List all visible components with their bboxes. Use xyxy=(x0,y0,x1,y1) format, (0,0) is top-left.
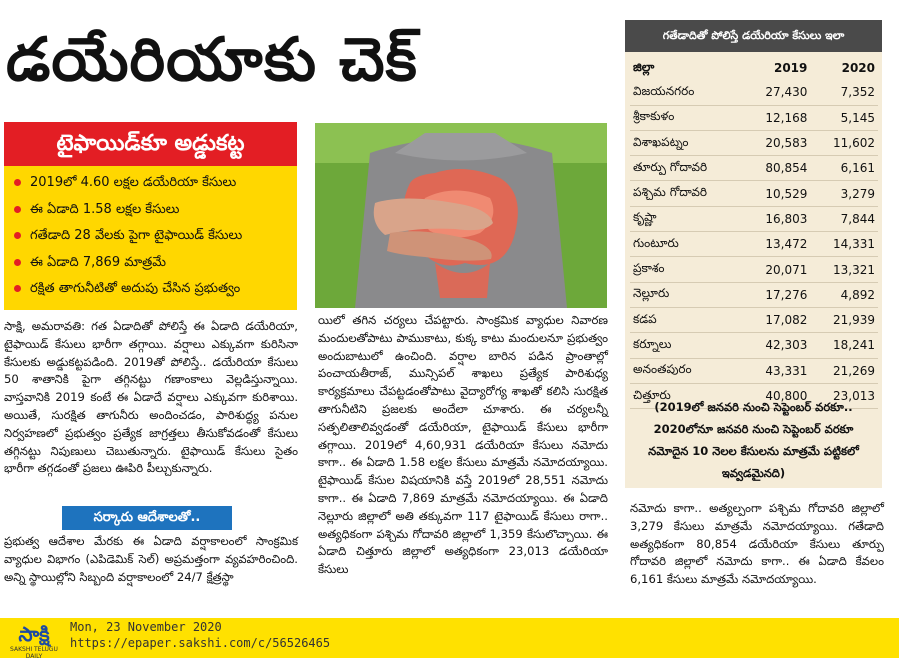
cases-2019-cell: 40,800 xyxy=(743,383,811,408)
table-row xyxy=(630,130,878,155)
sub-headline: టైఫాయిడ్‌కూ అడ్డుకట్ట xyxy=(4,122,297,166)
headline: డయేరియాకు చెక్ xyxy=(6,25,418,95)
highlight-item: ఈ ఏడాది 1.58 లక్షల కేసులు xyxy=(14,197,297,224)
cases-2020-cell: 5,145 xyxy=(810,105,878,130)
article-column-1-continued: ప్రభుత్వ ఆదేశాల మేరకు ఈ ఏడాది వర్షాకాలంలో సాంక్రమిక వ్యాధుల విభాగం (ఎపిడెమిక్ సెల్) అప్రమత్తంగా వ్యవహరించింది. అన్ని స్థాయిల్లోని సిబ్బంది వర్షాకాలంలో 24/7 క్షేత్రస్థా xyxy=(4,534,298,584)
cases-2019-cell: 27,430 xyxy=(743,80,811,105)
highlight-item: ఈ ఏడాది 7,869 మాత్రమే xyxy=(14,250,297,277)
article-column-1: సాక్షి, అమరావతి: గత ఏడాదితో పోలిస్తే ఈ ఏడాది డయేరియా, టైఫాయిడ్ కేసులు భారీగా తగ్గాయి. వర్షాలు ఎక్కువగా కురిసినా కేసులకు అడ్డుకట్టపడింది. 2019తో పోలిస్తే.. డయేరియా కేసులు 50 శాతానికి పైగా తగ్గినట్టు గణాంకాలు వెల్లడిస్తున్నాయి. వాస్తవానికి 2019 కంటే ఈ ఏడాదే వర్షాలు ఎక్కువగా కురిశాయి. అయితే, సురక్షిత తాగునీరు అందించడం, పారిశుద్ధ్య పనుల నిర్వహణలో ప్రభుత్వం ప్రత్యేక జాగ్రత్తలు తీసుకోవడంతో కేసులు తగ్గినట్టు నిపుణులు చెబుతున్నారు. టైఫాయిడ్ కేసులు సైతం భారీగా తగ్గడంతో ప్రజలు ఊపిరి పీల్చుకున్నారు. xyxy=(4,319,298,476)
cases-2020-cell: 18,241 xyxy=(810,333,878,358)
cases-2019-cell: 43,331 xyxy=(743,358,811,383)
cases-2019-cell: 20,583 xyxy=(743,130,811,155)
table-row xyxy=(630,80,878,105)
table-row xyxy=(630,333,878,358)
cases-table xyxy=(630,56,878,409)
table-row xyxy=(630,232,878,257)
table-row xyxy=(630,181,878,206)
table-title: గతేడాదితో పోలిస్తే డయేరియా కేసులు ఇలా xyxy=(625,20,882,52)
district-cell: కర్నూలు xyxy=(630,333,743,358)
cases-2019-cell: 17,082 xyxy=(743,307,811,332)
header-2019: 2019 xyxy=(773,61,808,76)
cases-2019-cell: 13,472 xyxy=(743,232,811,257)
cases-2019-cell: 42,303 xyxy=(743,333,811,358)
cases-2020-cell: 3,279 xyxy=(810,181,878,206)
cases-2019-cell: 16,803 xyxy=(743,206,811,231)
diarrhea-cases-table-panel xyxy=(625,20,882,488)
district-cell: విశాఖపట్నం xyxy=(630,130,743,155)
footer-date: Mon, 23 November 2020 xyxy=(70,620,222,634)
district-cell: గుంటూరు xyxy=(630,232,743,257)
cases-2020-cell: 21,939 xyxy=(810,307,878,332)
district-cell: కడప xyxy=(630,307,743,332)
header-2020: 2020 xyxy=(841,61,875,76)
cases-2020-cell: 7,352 xyxy=(810,80,878,105)
cases-2020-cell: 23,013 xyxy=(810,383,878,408)
bullet-dot-icon xyxy=(14,232,21,239)
logo-subtext: SAKSHI TELUGU DAILY xyxy=(10,646,58,660)
highlights-box xyxy=(4,166,297,310)
stomach-illustration xyxy=(315,123,607,308)
highlight-item: రక్షిత తాగునీటితో అదుపు చేసిన ప్రభుత్వం xyxy=(14,276,297,303)
table-row xyxy=(630,105,878,130)
cases-2020-cell: 21,269 xyxy=(810,358,878,383)
bullet-dot-icon xyxy=(14,179,21,186)
table-row xyxy=(630,282,878,307)
highlight-item: గతేడాది 28 వేలకు పైగా టైఫాయిడ్ కేసులు xyxy=(14,223,297,250)
header-district: జిల్లా xyxy=(633,59,655,74)
article-column-2: యిలో తగిన చర్యలు చేపట్టారు. సాంక్రమిక వ్యాధుల నివారణ మందులతోపాటు పాముకాటు, కుక్క కాటు మందులనూ ప్రభుత్వం అందుబాటులో ఉంచింది. వర్షాల బారిన పడిన ప్రాంతాల్లో పంచాయతీరాజ్, మున్సిపల్ శాఖలు ప్రత్యేక పారిశుధ్య కార్యక్రమాలు చేపట్టడంతోపాటు వైద్యారోగ్య శాఖతో కలిసి సురక్షిత తాగునీటిని ప్రజలకు అందేలా చూశారు. ఈ చర్యలన్నీ సత్ఫలితాలివ్వడంతో డయేరియా, టైఫాయిడ్ కేసులు భారీగా తగ్గాయి. 2019లో 4,60,931 డయేరియా కేసులు నమోదు కాగా.. ఈ ఏడాది 1.58 లక్షల కేసులు మాత్రమే నమోదయ్యాయి. టైఫాయిడ్ కేసుల విషయానికి వస్తే 2019లో 28,551 నమోదు కాగా.. ఈ ఏడాది 7,869 మాత్రమే నమోదయ్యాయి. ఈ ఏడాది నెల్లూరు జిల్లాలో అతి తక్కువగా 117 టైఫాయిడ్ కేసులు రాగా.. అత్యధికంగా పశ్చిమ గోదావరి జిల్లాలో 1,359 కేసులొచ్చాయి. ఈ ఏడాది చిత్తూరు జిల్లాలో అత్యధికంగా 23,013 డయేరియా కేసులు xyxy=(318,313,608,577)
district-cell: శ్రీకాకుళం xyxy=(630,105,743,130)
bullet-dot-icon xyxy=(14,259,21,266)
district-cell: కృష్ణా xyxy=(630,206,743,231)
cases-2019-cell: 12,168 xyxy=(743,105,811,130)
section-subheading: సర్కారు ఆదేశాలతో.. xyxy=(62,506,232,530)
district-cell: అనంతపురం xyxy=(630,358,743,383)
district-cell: నెల్లూరు xyxy=(630,282,743,307)
footer-url[interactable]: https://epaper.sakshi.com/c/56526465 xyxy=(70,636,331,650)
table-row xyxy=(630,307,878,332)
cases-2019-cell: 17,276 xyxy=(743,282,811,307)
cases-2020-cell: 14,331 xyxy=(810,232,878,257)
cases-2019-cell: 20,071 xyxy=(743,257,811,282)
district-cell: పశ్చిమ గోదావరి xyxy=(630,181,743,206)
stomach-pain-photo xyxy=(315,123,607,308)
logo-text: సాక్షి xyxy=(18,622,50,646)
cases-2020-cell: 13,321 xyxy=(810,257,878,282)
table-note: (2019లో జనవరి నుంచి సెప్టెంబర్ వరకూ.. 2020లోనూ జనవరి నుంచి సెప్టెంబర్ వరకూ నమోదైన 10 నెలల కేసులను మాత్రమే పట్టికలో ఇవ్వడమైనది) xyxy=(648,400,859,480)
cases-2020-cell: 4,892 xyxy=(810,282,878,307)
article-column-3: నమోదు కాగా.. అత్యల్పంగా పశ్చిమ గోదావరి జిల్లాలో 3,279 కేసులు మాత్రమే నమోదయ్యాయి. గతేడాది అత్యధికంగా 80,854 డయేరియా కేసులు తూర్పు గోదావరి జిల్లాలో నమోదు కాగా.. ఈ ఏడాది కేవలం 6,161 కేసులు మాత్రమే నమోదయ్యాయి. xyxy=(630,501,884,587)
bullet-dot-icon xyxy=(14,285,21,292)
table-row xyxy=(630,156,878,181)
table-header-row xyxy=(630,56,878,80)
bullet-dot-icon xyxy=(14,206,21,213)
district-cell: విజయనగరం xyxy=(630,80,743,105)
cases-2019-cell: 80,854 xyxy=(743,156,811,181)
district-cell: చిత్తూరు xyxy=(630,383,743,408)
cases-2020-cell: 11,602 xyxy=(810,130,878,155)
cases-2020-cell: 7,844 xyxy=(810,206,878,231)
table-row xyxy=(630,206,878,231)
highlight-item: 2019లో 4.60 లక్షల డయేరియా కేసులు xyxy=(14,170,297,197)
district-cell: తూర్పు గోదావరి xyxy=(630,156,743,181)
district-cell: ప్రకాశం xyxy=(630,257,743,282)
sakshi-logo xyxy=(4,622,64,660)
cases-2020-cell: 6,161 xyxy=(810,156,878,181)
table-row xyxy=(630,257,878,282)
table-row xyxy=(630,358,878,383)
cases-2019-cell: 10,529 xyxy=(743,181,811,206)
